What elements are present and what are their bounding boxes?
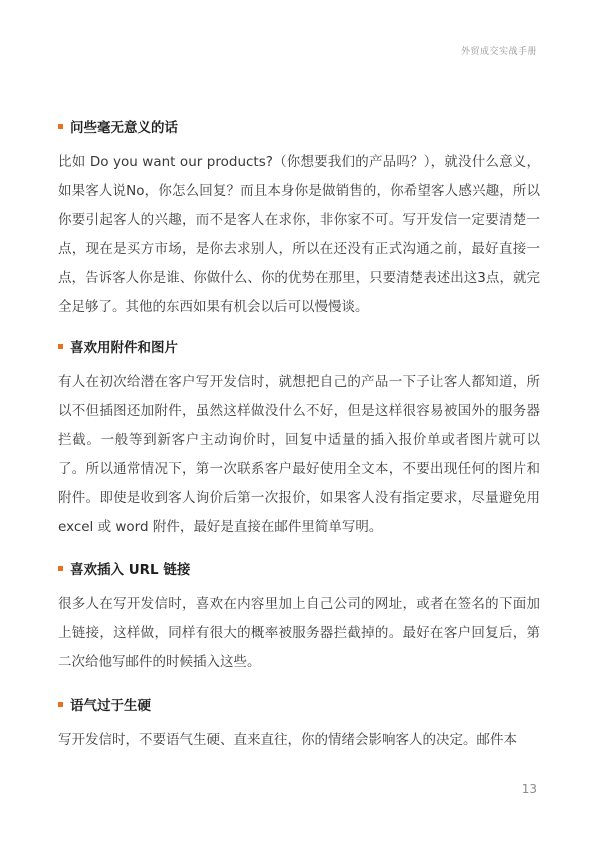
section-url-links	[58, 558, 540, 677]
section-paragraph: 很多人在写开发信时，喜欢在内容里加上自己公司的网址，或者在签名的下面加上链接，这样做，同样有很大的概率被服务器拦截掉的。最好在客户回复后，第二次给他写邮件的时候插入这些。	[58, 596, 540, 670]
square-bullet-icon	[58, 566, 63, 571]
running-header: 外贸成交实战手册	[460, 47, 537, 57]
section-heading	[58, 116, 540, 136]
section-harsh-tone	[58, 694, 540, 755]
section-heading	[58, 558, 540, 578]
square-bullet-icon	[58, 702, 63, 707]
square-bullet-icon	[58, 344, 63, 349]
section-paragraph: 比如 Do you want our products?（你想要我们的产品吗？），就没什么意义，如果客人说No，你怎么回复？而且本身你是做销售的，你希望客人感兴趣，所以你要引起客人的兴趣，而不是客人在求你，非你家不可。写开发信一定要清楚一点，现在是买方市场，是你去求别人，所以在还没有正式沟通之前，最好直接一点，告诉客人你是谁、你做什么、你的优势在那里，只要清楚表述出这3点，就完全足够了。其他的东西如果有机会以后可以慢慢谈。	[58, 154, 540, 315]
section-heading	[58, 336, 540, 356]
section-paragraph: 写开发信时，不要语气生硬、直来直往，你的情绪会影响客人的决定。邮件本	[58, 732, 517, 748]
section-heading-text: 语气过于生硬	[70, 698, 151, 714]
section-meaningless-talk	[58, 116, 540, 322]
section-heading-text: 喜欢用附件和图片	[70, 340, 178, 356]
section-heading-text: 问些毫无意义的话	[70, 120, 178, 136]
section-paragraph: 有人在初次给潜在客户写开发信时，就想把自己的产品一下子让客人都知道，所以不但插图还加附件，虽然这样做没什么不好，但是这样很容易被国外的服务器拦截。一般等到新客户主动询价时，回复中适量的插入报价单或者图片就可以了。所以通常情况下，第一次联系客户最好使用全文本，不要出现任何的图片和附件。即使是收到客人询价后第一次报价，如果客人没有指定要求，尽量避免用 excel 或 word 附件，最好是直接在邮件里简单写明。	[58, 374, 540, 535]
square-bullet-icon	[58, 124, 63, 129]
section-attachments-images	[58, 336, 540, 542]
section-heading-text: 喜欢插入 URL 链接	[70, 562, 191, 578]
page-number: 13	[521, 782, 537, 796]
section-heading	[58, 694, 540, 714]
